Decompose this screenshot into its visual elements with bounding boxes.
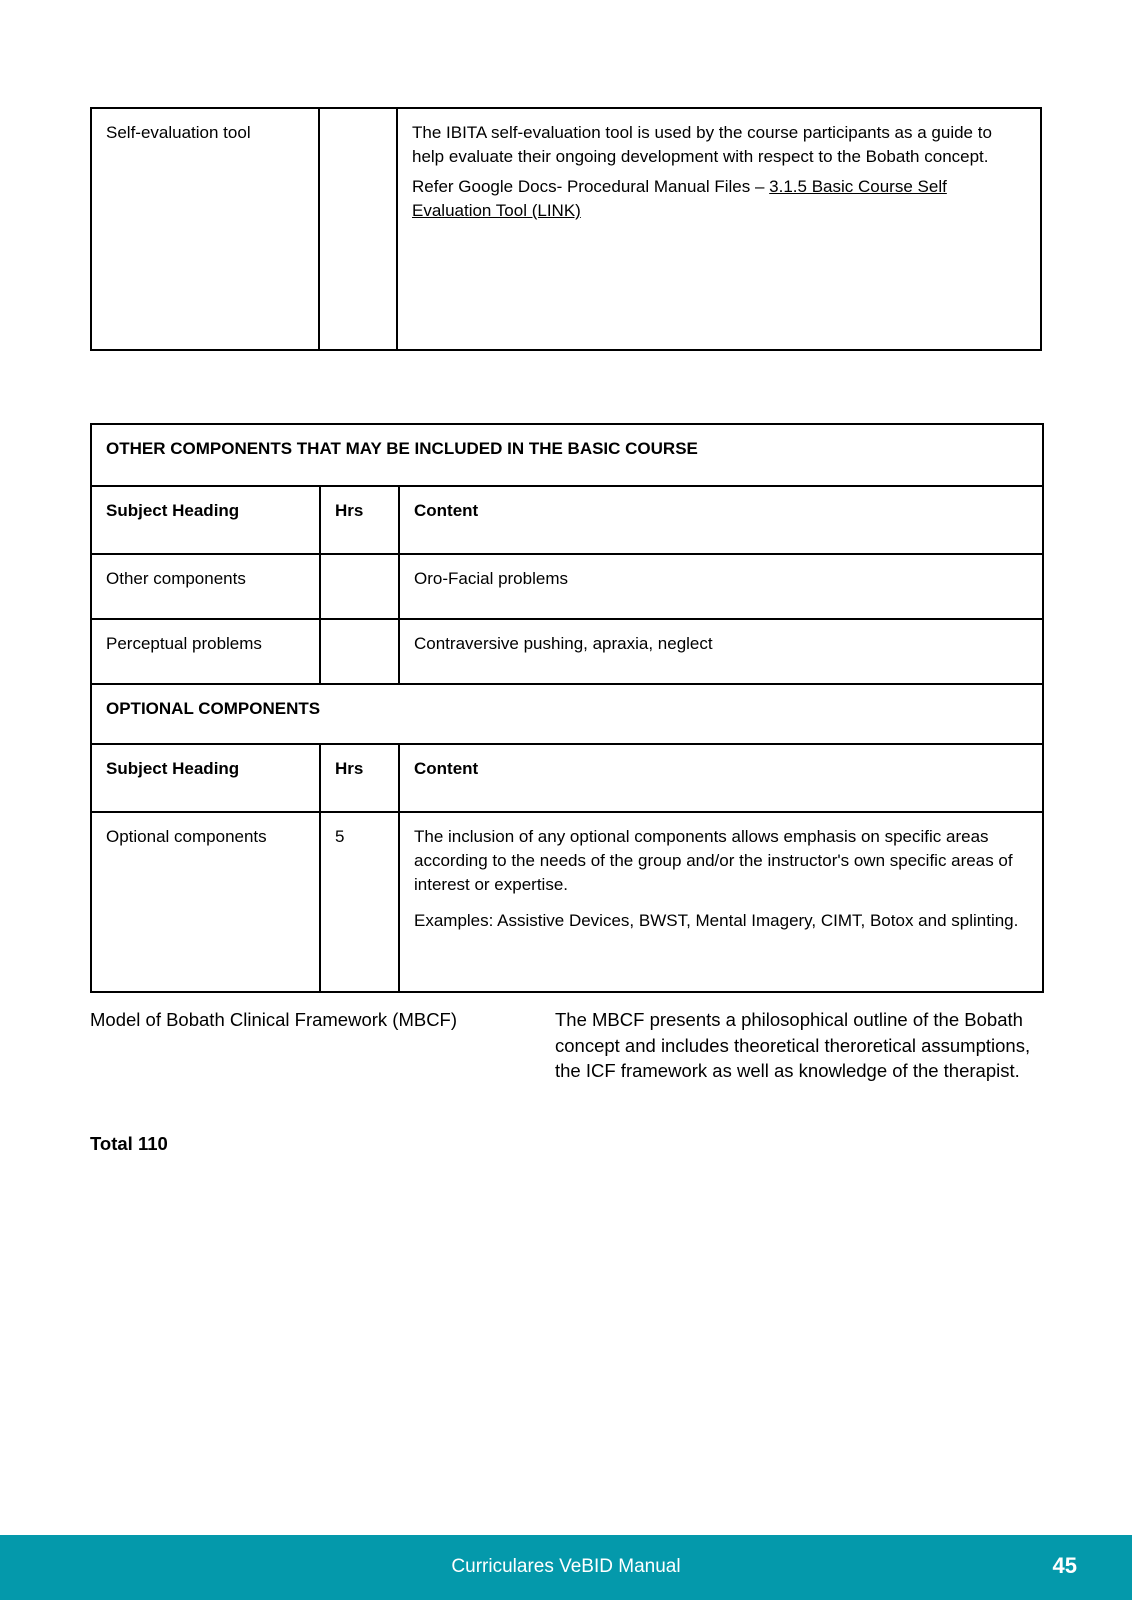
table-title-row (91, 424, 1043, 486)
subject-cell (91, 108, 319, 350)
content-paragraph: The IBITA self-evaluation tool is used by the course participants as a guide to help evaluate their ongoing development with respect to the Bobath concept. (412, 123, 992, 166)
other-components-table (90, 423, 1044, 993)
row-hrs (321, 620, 398, 644)
table-row (91, 108, 1041, 350)
row-subject: Perceptual problems (106, 634, 262, 653)
optional-title: OPTIONAL COMPONENTS (106, 699, 321, 718)
content-paragraph: The inclusion of any optional components allows emphasis on specific areas according to the needs of the group and/or the instructor's own specific areas of interest or expertise. (414, 827, 1013, 894)
table-title: OTHER COMPONENTS THAT MAY BE INCLUDED IN THE BASIC COURSE (106, 439, 698, 458)
table-row (91, 619, 1043, 684)
optional-header-row (91, 744, 1043, 812)
row-subject: Optional components (106, 827, 267, 846)
page-number: 45 (1052, 1553, 1077, 1578)
header-subject: Subject Heading (106, 759, 240, 778)
self-evaluation-table (90, 107, 1042, 351)
header-content: Content (414, 501, 479, 520)
row-hrs: 5 (335, 827, 345, 846)
hrs-cell (319, 108, 397, 350)
mbcf-description: The MBCF presents a philosophical outline of the Bobath concept and includes theoretical theroretical assumptions, the ICF framework as well as knowledge of the therapist. (555, 1009, 1031, 1081)
content-cell (397, 108, 1041, 350)
header-hrs: Hrs (335, 501, 364, 520)
page-footer (0, 1535, 1132, 1600)
row-content: Oro-Facial problems (414, 569, 568, 588)
subject-text: Self-evaluation tool (106, 123, 251, 142)
total-hours: Total 110 (90, 1133, 168, 1154)
table-row (91, 812, 1043, 992)
self-evaluation-tool-link[interactable]: 3.1.5 Basic Course Self Evaluation Tool (LINK) (412, 177, 947, 220)
content-reference (412, 175, 1026, 223)
optional-title-row (91, 684, 1043, 744)
row-hrs (321, 555, 398, 579)
row-subject: Other components (106, 569, 246, 588)
table-header-row (91, 486, 1043, 554)
header-subject: Subject Heading (106, 501, 240, 520)
header-content: Content (414, 759, 479, 778)
content-examples: Examples: Assistive Devices, BWST, Mental Imagery, CIMT, Botox and splinting. (414, 911, 1019, 930)
reference-prefix: Refer Google Docs- Procedural Manual Files – (412, 177, 770, 196)
row-content: Contraversive pushing, apraxia, neglect (414, 634, 713, 653)
header-hrs: Hrs (335, 759, 364, 778)
hrs-text (320, 109, 396, 133)
mbcf-label: Model of Bobath Clinical Framework (MBCF) (90, 1009, 458, 1030)
footer-title: Curriculares VeBID Manual (451, 1556, 681, 1577)
table-row (91, 554, 1043, 619)
